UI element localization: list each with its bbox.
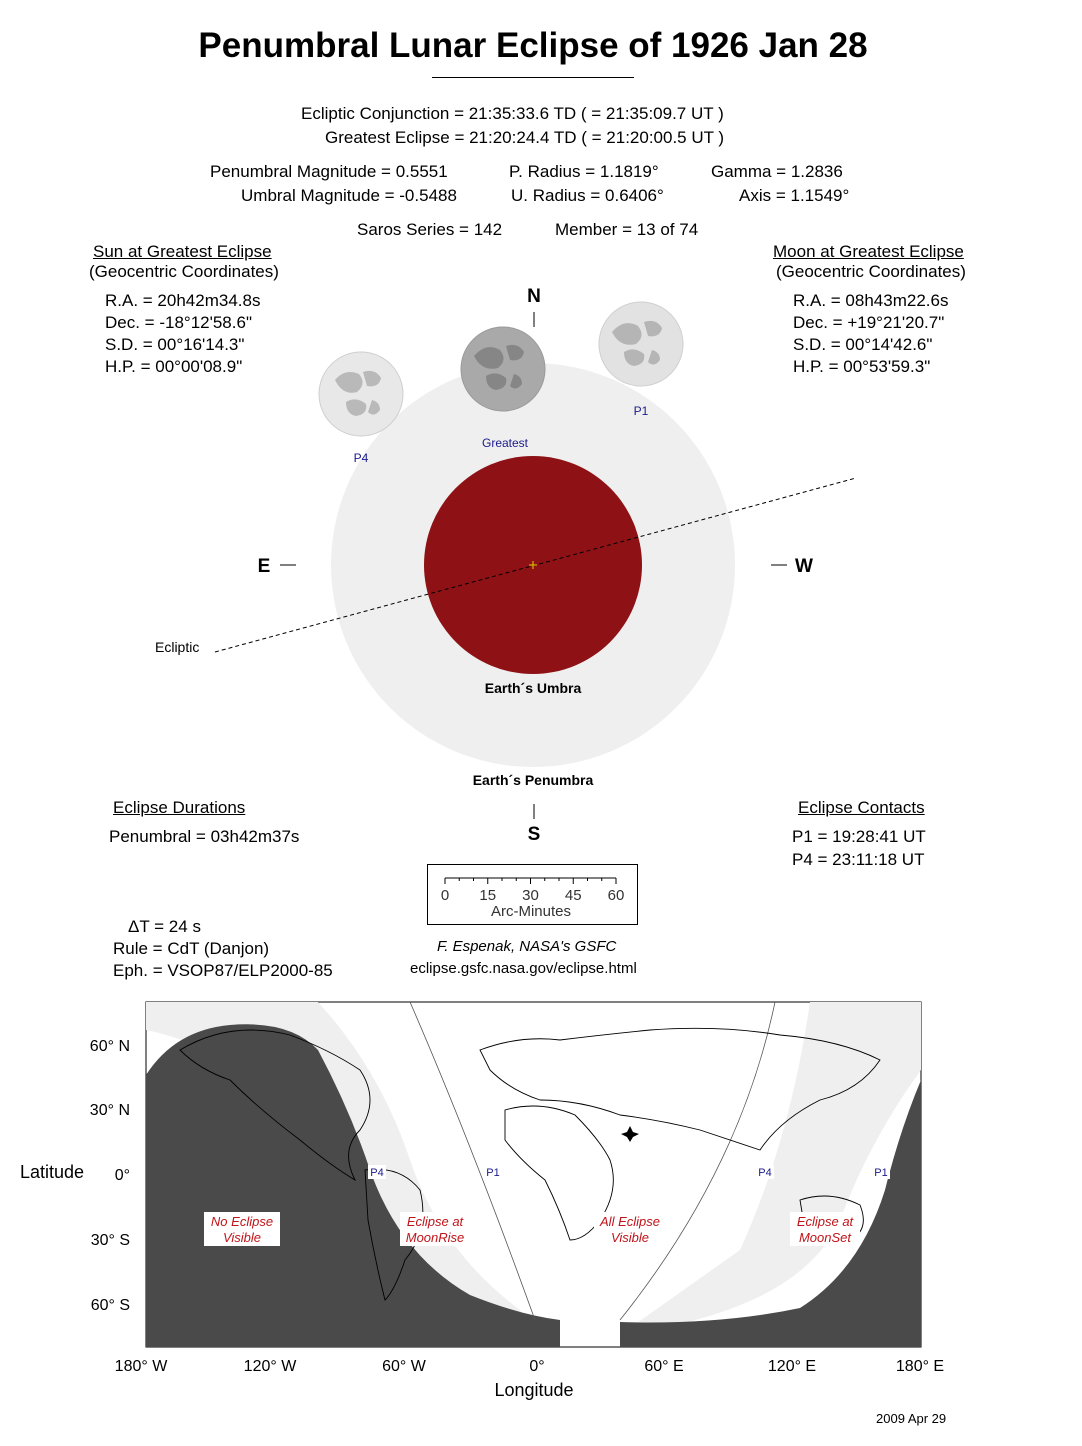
penumbra-label: Earth´s Penumbra [472, 772, 594, 788]
map-p4-west: P4 [370, 1167, 384, 1179]
lon-tick-180w: 180° W [114, 1358, 168, 1375]
durations-heading: Eclipse Durations [113, 798, 246, 817]
moon-subheading: (Geocentric Coordinates) [776, 262, 966, 281]
umbral-radius: U. Radius = 0.6406° [511, 186, 664, 205]
contact-p1: P1 = 19:28:41 UT [792, 827, 926, 846]
moonrise-label-2: MoonRise [405, 1230, 465, 1245]
south-label: S [527, 824, 541, 845]
lat-tick-30n: 30° N [89, 1102, 130, 1119]
moon-dec: Dec. = +19°21'20.7" [793, 313, 945, 332]
scale-tick-label: 15 [479, 887, 497, 904]
map-p4-east: P4 [758, 1167, 772, 1179]
moon-greatest [461, 327, 545, 411]
ephemeris-text: Eph. = VSOP87/ELP2000-85 [113, 961, 333, 980]
lon-tick-60w: 60° W [382, 1358, 426, 1375]
sun-dec: Dec. = -18°12'58.6" [105, 313, 252, 332]
longitude-ticks [115, 1358, 944, 1375]
page-title: Penumbral Lunar Eclipse of 1926 Jan 28 [198, 26, 868, 65]
sun-heading: Sun at Greatest Eclipse [93, 242, 272, 261]
no-eclipse-label-1: No Eclipse [210, 1214, 274, 1229]
axis-value: Axis = 1.1549° [739, 186, 850, 205]
lat-tick-0: 0° [114, 1167, 130, 1184]
credit-author: F. Espenak, NASA's GSFC [437, 938, 617, 955]
lon-tick-0: 0° [529, 1358, 545, 1375]
moonset-label-1: Eclipse at [796, 1214, 854, 1229]
scale-tick-label: 0 [440, 887, 450, 904]
penumbral-duration: Penumbral = 03h42m37s [109, 827, 300, 846]
visibility-map [0, 990, 1082, 1446]
umbral-magnitude: Umbral Magnitude = -0.5488 [241, 186, 457, 205]
longitude-title: Longitude [494, 1380, 574, 1400]
west-label: W [795, 556, 813, 577]
gamma-value: Gamma = 1.2836 [711, 162, 843, 181]
contact-p4: P4 = 23:11:18 UT [792, 850, 925, 869]
north-label: N [527, 286, 541, 307]
penumbral-magnitude: Penumbral Magnitude = 0.5551 [210, 162, 448, 181]
scale-unit: Arc-Minutes [490, 903, 572, 920]
scale-tick-label: 45 [564, 887, 582, 904]
sun-ra: R.A. = 20h42m34.8s [105, 291, 261, 310]
lon-tick-120e: 120° E [767, 1358, 817, 1375]
sun-subheading: (Geocentric Coordinates) [89, 262, 279, 281]
delta-t: ΔT = 24 s [128, 917, 201, 936]
latitude-ticks [90, 1038, 130, 1314]
moon-ra: R.A. = 08h43m22.6s [793, 291, 949, 310]
moon-sd: S.D. = 00°14'42.6" [793, 335, 933, 354]
scale-tick-label: 30 [522, 887, 539, 904]
lat-tick-30s: 30° S [90, 1232, 130, 1249]
saros-series: Saros Series = 142 [357, 220, 503, 239]
latitude-title: Latitude [19, 1162, 85, 1182]
ecliptic-label: Ecliptic [155, 639, 200, 655]
lon-tick-180e: 180° E [895, 1358, 945, 1375]
east-label: E [257, 556, 271, 577]
moonset-label-2: MoonSet [798, 1230, 852, 1245]
saros-member: Member = 13 of 74 [555, 220, 699, 239]
lon-tick-120w: 120° W [243, 1358, 297, 1375]
lon-tick-60e: 60° E [644, 1358, 684, 1375]
moon-hp: H.P. = 00°53'59.3" [793, 357, 931, 376]
rule-text: Rule = CdT (Danjon) [113, 939, 270, 958]
p1-label: P1 [633, 404, 649, 418]
map-p1-west: P1 [486, 1167, 500, 1179]
moonrise-label-1: Eclipse at [406, 1214, 464, 1229]
credit-url: eclipse.gsfc.nasa.gov/eclipse.html [410, 960, 637, 977]
lat-tick-60n: 60° N [89, 1038, 130, 1055]
greatest-label: Greatest [481, 436, 529, 450]
umbra-label: Earth´s Umbra [484, 680, 582, 696]
revision-date: 2009 Apr 29 [876, 1411, 947, 1426]
greatest-eclipse-line: Greatest Eclipse = 21:20:24.4 TD ( = 21:20:00.5 UT ) [325, 128, 725, 147]
map-p1-east: P1 [874, 1167, 888, 1179]
lat-tick-60s: 60° S [90, 1297, 130, 1314]
all-eclipse-label-1: All Eclipse [600, 1214, 660, 1229]
scale-ticks [441, 878, 625, 904]
moon-heading: Moon at Greatest Eclipse [773, 242, 964, 261]
all-eclipse-label-2: Visible [610, 1230, 650, 1245]
conjunction-line: Ecliptic Conjunction = 21:35:33.6 TD ( = 21:35:09.7 UT ) [301, 104, 724, 123]
penumbral-radius: P. Radius = 1.1819° [509, 162, 659, 181]
arc-minute-scale [427, 864, 639, 928]
moon-p1 [599, 302, 683, 386]
scale-tick-label: 60 [607, 887, 625, 904]
sun-sd: S.D. = 00°16'14.3" [105, 335, 245, 354]
no-eclipse-label-2: Visible [222, 1230, 262, 1245]
p4-label: P4 [353, 451, 369, 465]
sun-hp: H.P. = 00°00'08.9" [105, 357, 243, 376]
contacts-heading: Eclipse Contacts [798, 798, 925, 817]
moon-p4 [319, 352, 403, 436]
